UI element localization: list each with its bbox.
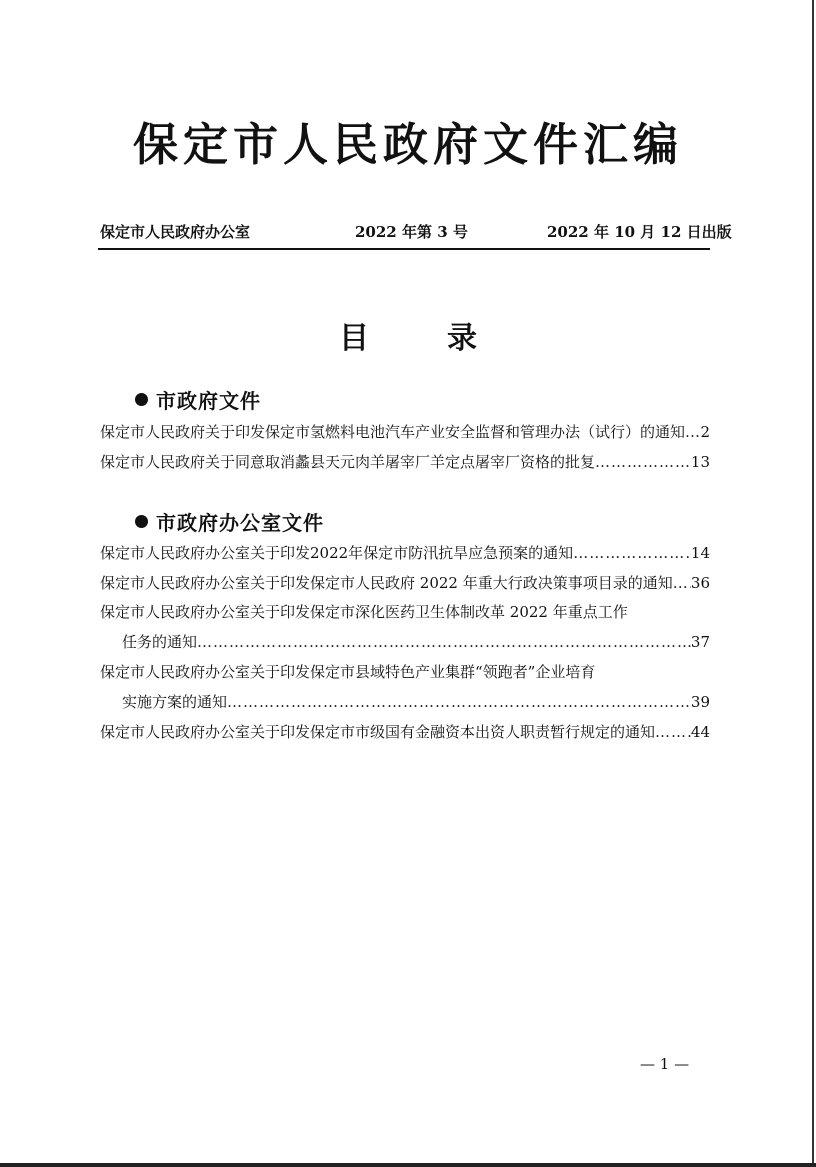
header-rule	[98, 248, 710, 250]
toc-entry[interactable]	[100, 542, 710, 563]
entry-title-continuation: 实施方案的通知	[122, 693, 228, 711]
toc-title	[0, 313, 816, 357]
toc-entry-continuation[interactable]	[122, 631, 710, 652]
leader-dots	[227, 693, 691, 711]
scan-edge	[812, 0, 814, 1163]
toc-title-char: 录	[447, 321, 477, 356]
document-title: 保定市人民政府文件汇编	[132, 118, 683, 171]
entry-page: 14	[690, 544, 710, 562]
publisher: 保定市人民政府办公室	[100, 223, 251, 241]
toc-title-char: 目	[339, 321, 369, 356]
section-heading-text: 市政府文件	[156, 389, 261, 413]
leader-dots	[673, 574, 691, 592]
leader-dots	[685, 423, 700, 441]
bullet-icon	[135, 393, 148, 406]
section-heading	[135, 385, 261, 414]
entry-page: 39	[690, 693, 710, 711]
toc-entry[interactable]	[100, 721, 710, 742]
entry-title-continuation: 任务的通知	[122, 633, 198, 651]
section-heading-text: 市政府办公室文件	[156, 511, 324, 535]
section-heading	[135, 507, 324, 536]
entry-title: 保定市人民政府办公室关于印发保定市深化医药卫生体制改革 2022 年重点工作	[100, 603, 628, 621]
entry-title: 保定市人民政府办公室关于印发保定市人民政府 2022 年重大行政决策事项目录的通知	[100, 574, 673, 592]
bullet-icon	[135, 515, 148, 528]
leader-dots	[573, 544, 691, 562]
page-number: — 1 —	[640, 1055, 690, 1073]
toc-entry[interactable]	[100, 421, 710, 442]
entry-title: 保定市人民政府关于同意取消蠡县天元肉羊屠宰厂羊定点屠宰厂资格的批复	[100, 453, 596, 471]
publish-date: 2022 年 10 月 12 日出版	[547, 223, 732, 241]
toc-entry[interactable]	[100, 451, 710, 472]
entry-page: 2	[700, 423, 710, 441]
toc-entry[interactable]	[100, 601, 628, 622]
entry-page: 37	[690, 633, 710, 651]
scan-bottom-edge	[0, 1163, 816, 1167]
toc-entry[interactable]	[100, 572, 710, 593]
toc-entry-continuation[interactable]	[122, 691, 710, 712]
issue-number: 2022 年第 3 号	[355, 223, 468, 241]
toc-entry[interactable]	[100, 661, 595, 682]
entry-title: 保定市人民政府关于印发保定市氢燃料电池汽车产业安全监督和管理办法（试行）的通知	[100, 423, 686, 441]
entry-page: 36	[690, 574, 710, 592]
leader-dots	[197, 633, 691, 651]
entry-page: 13	[690, 453, 710, 471]
entry-title: 保定市人民政府办公室关于印发2022年保定市防汛抗旱应急预案的通知	[100, 544, 574, 562]
entry-page: 44	[690, 723, 710, 741]
entry-title: 保定市人民政府办公室关于印发保定市市级国有金融资本出资人职责暂行规定的通知	[100, 723, 656, 741]
leader-dots	[655, 723, 691, 741]
leader-dots	[595, 453, 691, 471]
entry-title: 保定市人民政府办公室关于印发保定市县域特色产业集群“领跑者”企业培育	[100, 663, 596, 681]
